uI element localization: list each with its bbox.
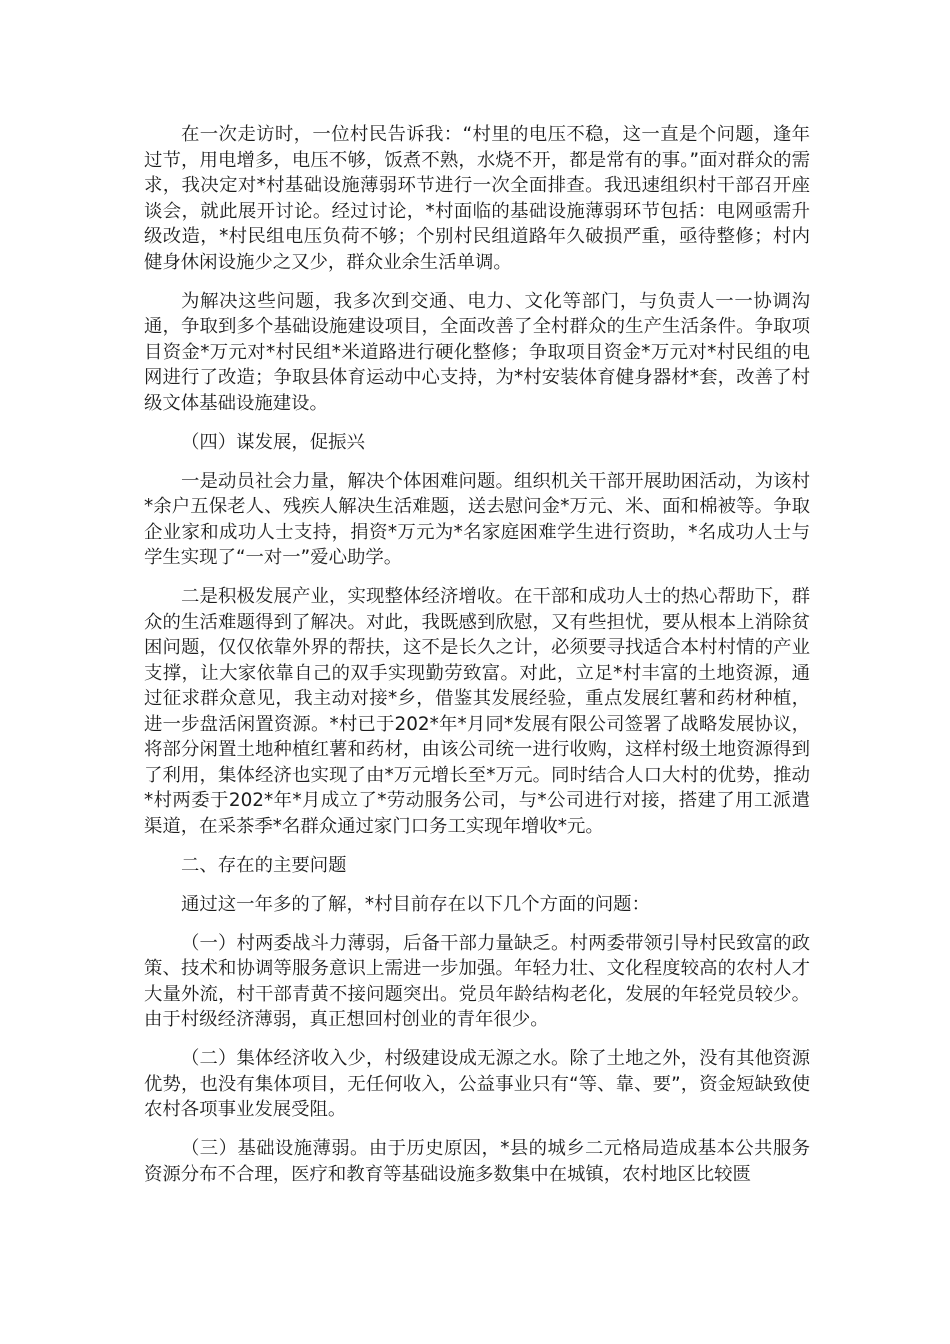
document-body [144,122,810,1201]
paragraph-industry-development: 二是积极发展产业，实现整体经济增收。在干部和成功人士的热心帮助下，群众的生活难题得到了解决。对此，我既感到欣慰，又有些担忧，要从根本上消除贫困问题，仅仅依靠外界的帮扶，这不是长久之计，必须要寻找适合本村村情的产业支撑，让大家依靠自己的双手实现勤劳致富。对此，立足*村丰富的土地资源，通过征求群众意见，我主动对接*乡，借鉴其发展经验，重点发展红薯和药材种植，进一步盘活闲置资源。*村已于202*年*月同*发展有限公司签署了战略发展协议，将部分闲置土地种植红薯和药材，由该公司统一进行收购，这样村级土地资源得到了利用，集体经济也实现了由*万元增长至*万元。同时结合人口大村的优势，推动*村两委于202*年*月成立了*劳动服务公司，与*公司进行对接，搭建了用工派遣渠道，在采茶季*名群众通过家门口务工实现年增收*元。 [144,586,810,837]
paragraph-visit-story: 在一次走访时，一位村民告诉我：“村里的电压不稳，这一直是个问题，逢年过节，用电增多，电压不够，饭煮不熟，水烧不开，都是常有的事。”面对群众的需求，我决定对*村基础设施薄弱环节进行一次全面排查。我迅速组织村干部召开座谈会，就此展开讨论。经过讨论，*村面临的基础设施薄弱环节包括：电网亟需升级改造，*村民组电压负荷不够；个别村民组道路年久破损严重，亟待整修；村内健身休闲设施少之又少，群众业余生活单调。 [144,124,810,273]
paragraph-infrastructure-solutions: 为解决这些问题，我多次到交通、电力、文化等部门，与负责人一一协调沟通，争取到多个基础设施建设项目，全面改善了全村群众的生产生活条件。争取项目资金*万元对*村民组*米道路进行硬化整修；争取项目资金*万元对*村民组的电网进行了改造；争取县体育运动中心支持，为*村安装体育健身器材*套，改善了村级文体基础设施建设。 [144,290,810,414]
paragraph-social-forces: 一是动员社会力量，解决个体困难问题。组织机关干部开展助困活动，为该村*余户五保老人、残疾人解决生活难题，送去慰问金*万元、米、面和棉被等。争取企业家和成功人士支持，捐资*万元为*名家庭困难学生进行资助，*名成功人士与学生实现了“一对一”爱心助学。 [144,470,810,568]
paragraph-problem-one: （一）村两委战斗力薄弱，后备干部力量缺乏。村两委带领引导村民致富的政策、技术和协调等服务意识上需进一步加强。年轻力壮、文化程度较高的农村人才大量外流，村干部青黄不接问题突出。党员年龄结构老化，发展的年轻党员较少。由于村级经济薄弱，真正想回村创业的青年很少。 [144,932,810,1030]
section-heading-development: （四）谋发展，促振兴 [181,431,365,453]
paragraph-problem-two: （二）集体经济收入少，村级建设成无源之水。除了土地之外，没有其他资源优势，也没有集体项目，无任何收入，公益事业只有“等、靠、要”，资金短缺致使农村各项事业发展受阻。 [144,1048,810,1120]
paragraph-problem-three: （三）基础设施薄弱。由于历史原因，*县的城乡二元格局造成基本公共服务资源分布不合理，医疗和教育等基础设施多数集中在城镇，农村地区比较匮 [144,1138,810,1185]
section-heading-main-problems: 二、存在的主要问题 [181,854,347,876]
paragraph-problems-intro: 通过这一年多的了解，*村目前存在以下几个方面的问题： [181,893,650,915]
